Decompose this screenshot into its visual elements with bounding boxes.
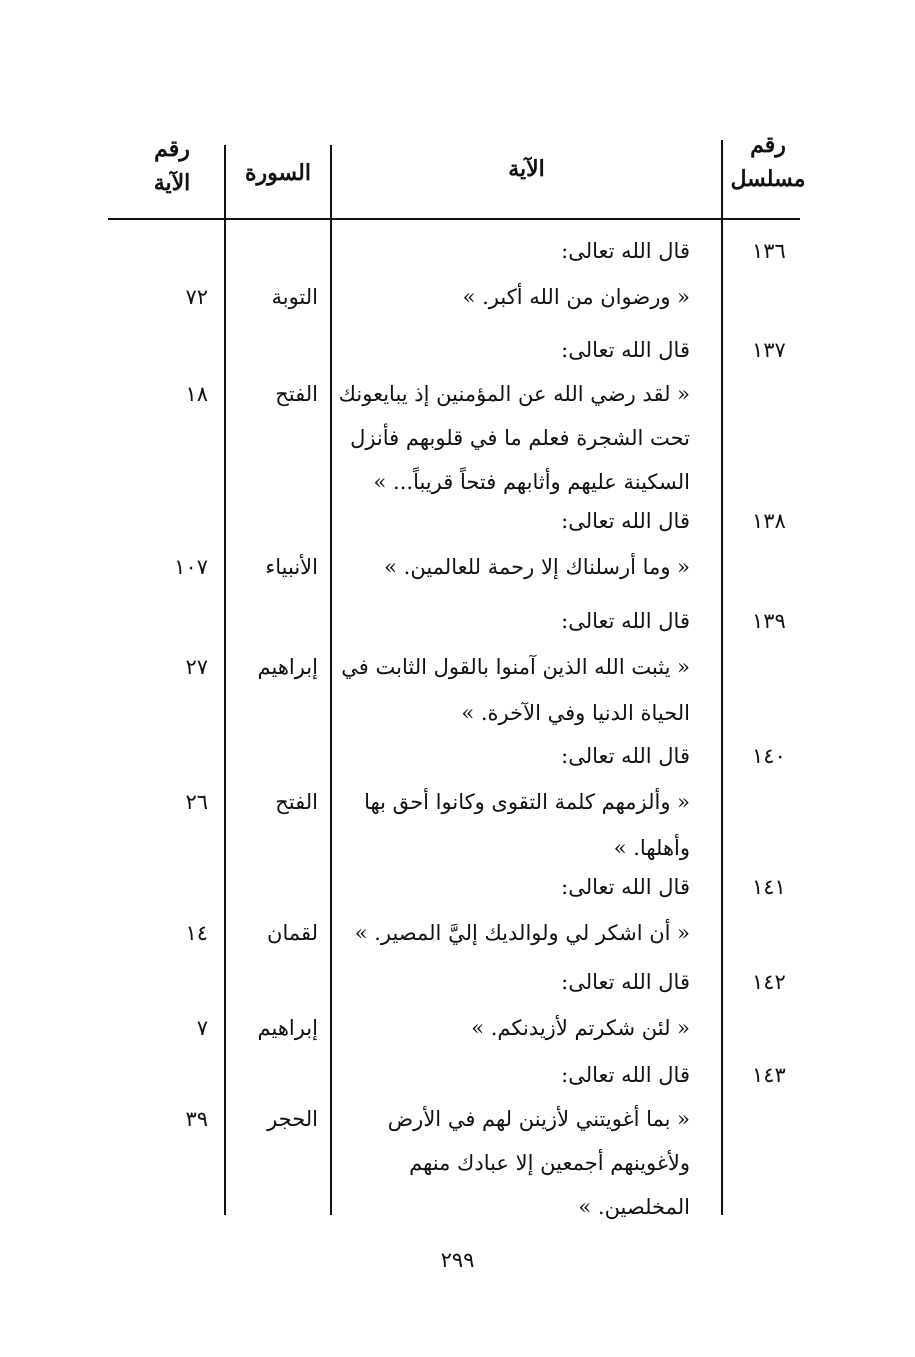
surah-name: الحجر: [267, 1107, 318, 1131]
surah-name: الفتح: [275, 382, 318, 406]
verse-line: ولأغوينهم أجمعين إلا عبادك منهم: [409, 1151, 690, 1175]
verse-intro: قال الله تعالى:: [561, 609, 690, 633]
verse-intro: قال الله تعالى:: [561, 509, 690, 533]
verse-line: « لئن شكرتم لأزيدنكم. »: [471, 1016, 690, 1040]
header-serial-line1: رقم: [750, 132, 786, 158]
verse-intro: قال الله تعالى:: [561, 1063, 690, 1087]
serial-number: ١٤٠: [752, 744, 786, 768]
verse-intro: قال الله تعالى:: [561, 338, 690, 362]
column-rule-serial: [721, 140, 723, 1215]
column-rule-verse: [330, 145, 332, 1215]
header-ayah-line1: رقم: [154, 136, 190, 162]
verse-intro: قال الله تعالى:: [561, 744, 690, 768]
surah-name: الفتح: [275, 790, 318, 814]
serial-number: ١٣٨: [752, 509, 786, 533]
verse-line: تحت الشجرة فعلم ما في قلوبهم فأنزل: [350, 426, 690, 450]
ayah-number: ٢٦: [185, 790, 208, 814]
verse-line: « أن اشكر لي ولوالديك إليَّ المصير. »: [354, 921, 690, 945]
ayah-number: ١٠٧: [174, 555, 208, 579]
verse-line: « يثبت الله الذين آمنوا بالقول الثابت في: [341, 655, 690, 679]
ayah-number: ٣٩: [185, 1107, 208, 1131]
verse-line: « وألزمهم كلمة التقوى وكانوا أحق بها: [364, 790, 690, 814]
ayah-number: ١٤: [185, 921, 208, 945]
ayah-number: ٧٢: [185, 285, 208, 309]
verse-intro: قال الله تعالى:: [561, 875, 690, 899]
serial-number: ١٤١: [752, 875, 786, 899]
column-rule-surah: [224, 145, 226, 1215]
header-ayah-number: [132, 132, 212, 200]
serial-number: ١٤٢: [752, 970, 786, 994]
verse-line: « وما أرسلناك إلا رحمة للعالمين. »: [384, 555, 690, 579]
header-verse: الآية: [508, 156, 545, 182]
surah-name: إبراهيم: [257, 655, 318, 679]
page-number: ٢٩٩: [440, 1248, 475, 1272]
ayah-number: ١٨: [185, 382, 208, 406]
verse-line: « ورضوان من الله أكبر. »: [462, 285, 690, 309]
serial-number: ١٣٩: [752, 609, 786, 633]
verse-intro: قال الله تعالى:: [561, 970, 690, 994]
ayah-number: ٧: [196, 1016, 208, 1040]
serial-number: ١٤٣: [752, 1063, 786, 1087]
header-rule: [108, 218, 800, 220]
verse-line: « لقد رضي الله عن المؤمنين إذ يبايعونك: [338, 382, 690, 406]
verse-line: المخلصين. »: [578, 1195, 690, 1219]
verse-line: وأهلها. »: [613, 836, 690, 860]
serial-number: ١٣٧: [752, 338, 786, 362]
header-surah: السورة: [245, 160, 311, 186]
surah-name: إبراهيم: [257, 1016, 318, 1040]
header-serial-line2: مسلسل: [730, 166, 806, 192]
surah-name: التوبة: [271, 285, 318, 309]
serial-number: ١٣٦: [752, 239, 786, 263]
header-serial-number: [728, 128, 808, 196]
surah-name: لقمان: [267, 921, 318, 945]
verse-line: الحياة الدنيا وفي الآخرة. »: [461, 701, 690, 725]
header-ayah-line2: الآية: [153, 170, 191, 196]
verse-line: « بما أغويتني لأزينن لهم في الأرض: [387, 1107, 690, 1131]
surah-name: الأنبياء: [265, 555, 318, 579]
verse-intro: قال الله تعالى:: [561, 239, 690, 263]
ayah-number: ٢٧: [185, 655, 208, 679]
verse-line: السكينة عليهم وأثابهم فتحاً قريباً... »: [373, 470, 690, 494]
